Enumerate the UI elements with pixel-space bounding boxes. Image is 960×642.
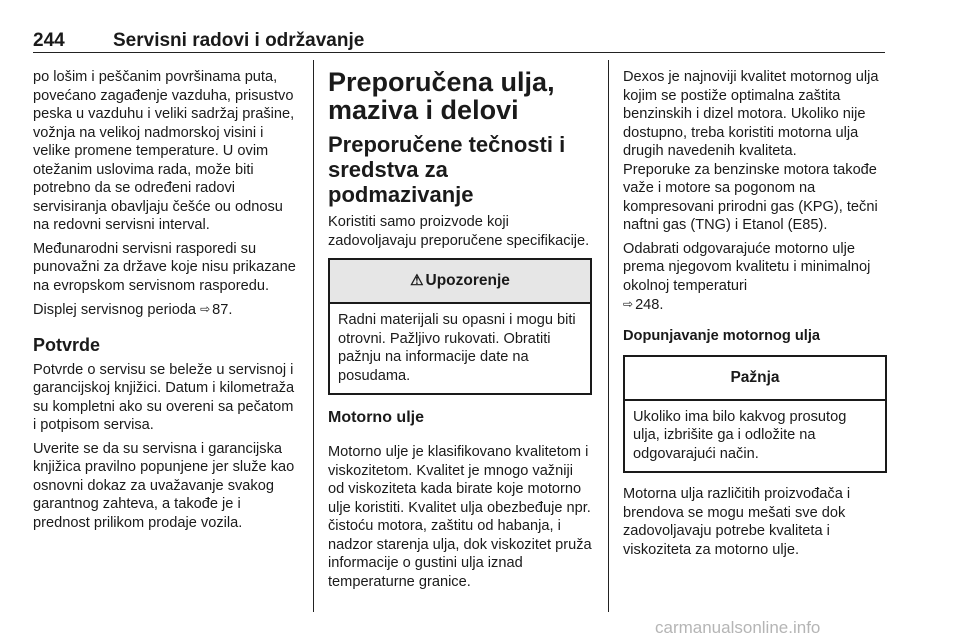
paragraph-mixing-oils: Motorna ulja različitih proizvođača i brendova se mogu mešati sve dok zadovoljavaju potrebe kvaliteta i viskoziteta za motorno ulje.: [623, 486, 851, 558]
service-display-text: Displej servisnog perioda: [33, 302, 197, 318]
page-number: 244: [33, 30, 65, 51]
warning-box-header: [330, 260, 590, 304]
heading-topping-up: Dopunjavanje motornog ulja: [623, 327, 821, 344]
main-heading: Preporučena ulja, maziva i delovi: [328, 67, 555, 125]
paragraph-international-schedules: Međunarodni servisni rasporedi su punovažni za države koje nisu prikazane na evropskom servisnom rasporedu.: [33, 240, 296, 294]
warning-box: [328, 258, 592, 395]
column-1: [33, 68, 297, 537]
heading-confirmations: Potvrde: [33, 334, 101, 355]
paragraph-service-book: Uverite se da su servisna i garancijska knjižica pravilno popunjene jer služe kao osnovni dokaz za uvažavanje svakog garantnog zahteva, a takođe je i prednost prilikom prodaje vozila.: [33, 440, 295, 531]
paragraph-engine-oil: Motorno ulje je klasifikovano kvalitetom i viskozitetom. Kvalitet je mnogo važniji od viskoziteta kada birate koje motorno ulje koristiti. Kvalitet ulja obezbeđuje npr. čistoću motora, zaštitu od habanja, i nadzor starenja ulja, dok viskozitet pruža informacije o gustini ulja iznad temperaturne granice.: [328, 444, 592, 590]
notice-box: [623, 355, 887, 474]
page-reference-248[interactable]: 248.: [635, 297, 664, 313]
paragraph-select-oil: [623, 240, 887, 315]
column-divider-left: [313, 60, 314, 612]
header-rule: [33, 52, 885, 53]
paragraph-service-display: [33, 300, 297, 320]
warning-title: Upozorenje: [425, 272, 510, 289]
paragraph-service-confirmations: Potvrde o servisu se beleže u servisnoj i garancijskoj knjižici. Datum i kilometraža su kompletni ako su overeni sa pečatom i potpisom servisa.: [33, 361, 295, 433]
watermark: carmanualsonline.info: [655, 618, 821, 637]
column-3: [623, 68, 887, 564]
page-reference-87[interactable]: 87.: [212, 302, 233, 318]
paragraph-recommendations: Preporuke za benzinske motora takođe važe i motore sa pogonom na kompresovani prirodni gas (KPG), tečni naftni gas (TNG) i Etanol (E85).: [623, 161, 878, 233]
page-reference-arrow-icon: ⇨: [623, 297, 634, 311]
column-2: [328, 68, 592, 596]
notice-text: Ukoliko ima bilo kakvog prosutog ulja, izbrišite ga i odložite na odgovarajući način.: [633, 408, 847, 462]
warning-triangle-icon: ⚠: [410, 272, 424, 289]
paragraph-conditions: po lošim i peščanim površinama puta, povećano zagađenje vazduha, prisustvo peska u vazduhu i veliki sadržaj prašine, vožnja na velikoj nadmorskoj visini i velike promene temperature. U ovim otežanim uslovima rada, može biti potrebno da se određeni radovi servisiranja obavljaju češće ou odnosu na redovni servisni interval.: [33, 69, 295, 233]
page-header: [33, 30, 885, 52]
column-divider-right: [608, 60, 609, 612]
paragraph-dexos: Dexos je najnoviji kvalitet motornog ulja kojim se postiže optimalna zaštita benzinskih i dizel motora. Ukoliko nije dostupno, treba koristiti motorna ulja drugih navedenih kvaliteta.: [623, 69, 879, 159]
sub-heading: Preporučene tečnosti i sredstva za podmazivanje: [328, 132, 566, 207]
section-title: Servisni radovi i održavanje: [113, 30, 365, 51]
select-oil-text: Odabrati odgovarajuće motorno ulje prema njegovom kvalitetu i minimalnoj okolnoj temperaturi: [623, 240, 871, 294]
warning-text: Radni materijali su opasni i mogu biti otrovni. Pažljivo rukovati. Obratiti pažnju na informacije date na posudama.: [338, 312, 576, 384]
paragraph-intro: Koristiti samo proizvode koji zadovoljavaju preporučene specifikacije.: [328, 214, 590, 249]
page-reference-arrow-icon: ⇨: [200, 302, 211, 316]
notice-box-header: Pažnja: [625, 357, 885, 401]
heading-engine-oil: Motorno ulje: [328, 409, 424, 426]
